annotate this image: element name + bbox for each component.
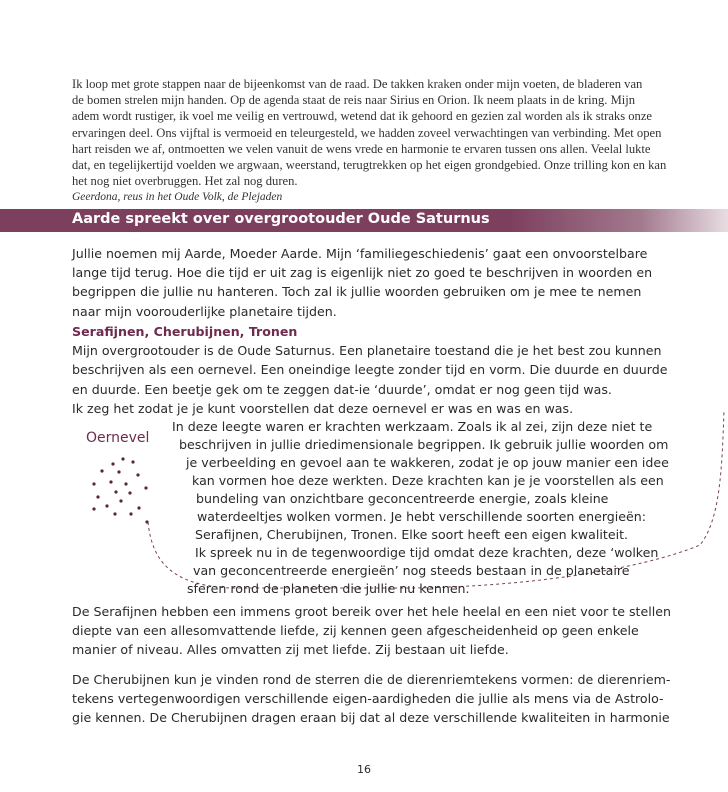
text-line: Mijn overgrootouder is de Oude Saturnus. Een planetaire toestand die je het best zou kunnen	[72, 343, 662, 359]
quote-line: ervaringen deel. Ons vijftal is vermoeid en teleurgesteld, we hadden zoveel verwachtingen van verbinding. Met open	[72, 125, 662, 140]
sidebar-label: Oernevel	[86, 430, 150, 446]
text-line: manier of niveau. Alles omvatten zij met liefde. Zij bestaan uit liefde.	[72, 642, 509, 658]
quote-line: de bomen strelen mijn handen. Op de agenda staat de reis naar Sirius en Orion. Ik neem plaats in de kring. Mijn	[72, 93, 636, 108]
text-line: bundeling van onzichtbare geconcentreerde energie, zoals kleine	[196, 491, 609, 506]
paragraph-intro	[72, 244, 652, 321]
text-line: je verbeelding en gevoel aan te wakkeren, zodat je op jouw manier een idee	[186, 455, 669, 470]
intro-quote	[72, 76, 666, 206]
section-banner	[0, 209, 728, 232]
paragraph-cherubijnen	[72, 670, 670, 728]
text-line: In deze leegte waren er krachten werkzaam. Zoals ik al zei, zijn deze niet te	[172, 419, 653, 434]
text-line: sferen rond de planeten die jullie nu kennen.	[187, 581, 470, 596]
text-line: Ik zeg het zodat je je kunt voorstellen dat deze oernevel er was en was en was.	[72, 400, 574, 416]
text-line: Ik spreek nu in de tegenwoordige tijd omdat deze krachten, deze ‘wolken	[195, 545, 659, 560]
text-line: Jullie noemen mij Aarde, Moeder Aarde. Mijn ‘familiegeschiedenis’ gaat een onvoorstelbare	[72, 246, 648, 261]
text-line: De Cherubijnen kun je vinden rond de sterren die de dierenriemtekens vormen: de dierenriem-	[72, 672, 671, 687]
quote-attribution: Geerdona, reus in het Oude Volk, de Plejaden	[72, 191, 283, 204]
text-line: kan vormen hoe deze werkten. Deze krachten kan je je voorstellen als een	[192, 473, 664, 488]
dots-nebula-icon	[92, 457, 148, 523]
quote-line: dat, en tegelijkertijd voelden we argwaan, weerstand, terugtrekken op het eigen grondgebied. Onze trilling kon en kan	[72, 158, 667, 173]
page-number: 16	[357, 763, 371, 776]
text-line: van geconcentreerde energieën’ nog steeds bestaan in de planetaire	[193, 563, 630, 578]
text-line: gie kennen. De Cherubijnen dragen eraan bij dat al deze verschillende kwaliteiten in harmonie	[72, 710, 670, 726]
section-heading: Aarde spreekt over overgrootouder Oude Saturnus	[72, 211, 490, 227]
text-line: Serafijnen, Cherubijnen, Tronen. Elke soort heeft een eigen kwaliteit.	[195, 527, 629, 542]
quote-line: Ik loop met grote stappen naar de bijeenkomst van de raad. De takken kraken onder mijn voeten, de bladeren van	[72, 77, 643, 91]
paragraph-saturnus	[72, 322, 667, 418]
text-line: begrippen die jullie nu hanteren. Toch zal ik jullie woorden gebruiken om je mee te nemen	[72, 284, 642, 300]
text-line: waterdeeltjes wolken vormen. Je hebt verschillende soorten energieën:	[197, 509, 647, 524]
text-line: De Serafijnen hebben een immens groot bereik over het hele heelal en een niet voor te stellen	[72, 604, 671, 619]
text-line: en duurde. Een beetje gek om te zeggen dat-ie ‘duurde’, omdat er nog geen tijd was.	[72, 381, 612, 397]
paragraph-serafijnen	[72, 602, 671, 660]
text-line: diepte van een allesomvattende liefde, zij kennen geen afgescheidenheid op geen enkele	[72, 623, 639, 639]
text-line: lange tijd terug. Hoe die tijd er uit zag is eigenlijk niet zo goed te beschrijven in woorden en	[72, 265, 653, 281]
quote-line: adem wordt rustiger, ik voel me veilig en vertrouwd, wetend dat ik gehoord en gezien zal worden als ik straks onze	[72, 109, 653, 124]
text-line: beschrijven in jullie driedimensionale begrippen. Ik gebruik jullie woorden om	[179, 437, 669, 452]
quote-line: het nog niet overbruggen. Het zal nog duren.	[72, 174, 298, 189]
quote-line: hart reisden we af, ontmoetten we velen vanuit de wens vrede en harmonie te ervaren tussen ons allen. Veelal lukte	[72, 141, 651, 156]
subheading: Serafijnen, Cherubijnen, Tronen	[72, 324, 298, 339]
text-line: naar mijn voorouderlijke planetaire tijden.	[72, 303, 337, 319]
text-line: beschrijven als een oernevel. Een oneindige leegte zonder tijd en vorm. Die duurde en duurde	[72, 362, 668, 378]
text-line: tekens vertegenwoordigen verschillende eigen-aardigheden die jullie als mens via de Astrolo-	[72, 691, 664, 707]
